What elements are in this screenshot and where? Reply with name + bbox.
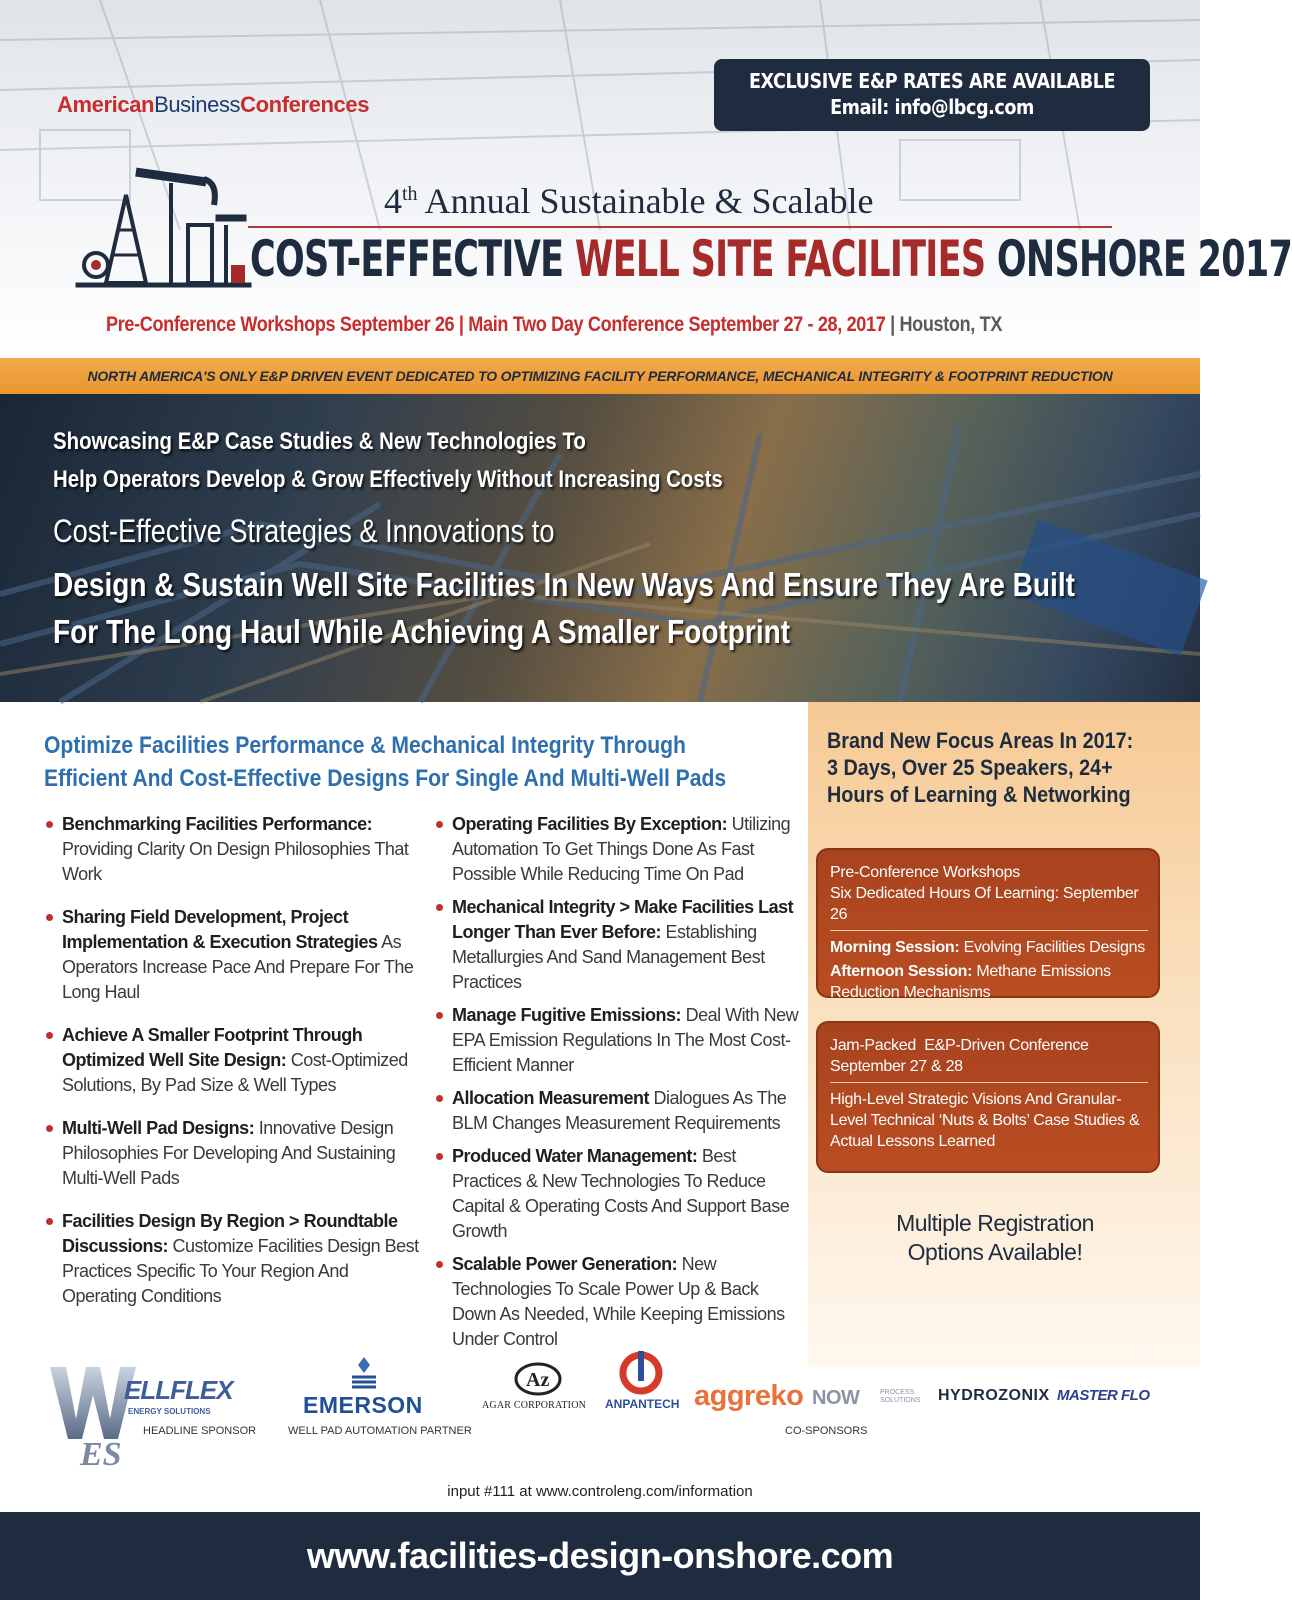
item-text: As Operators Increase Pace And Prepare For The Long Haul <box>62 932 414 1002</box>
afternoon-label: Afternoon Session: <box>830 963 973 980</box>
registration-line-1: Multiple Registration <box>896 1210 1094 1236</box>
item-bold: Facilities Design By Region > Roundtable Discussions: <box>62 1211 398 1256</box>
registration-line-2: Options Available! <box>907 1239 1083 1265</box>
hero-line-3: Cost-Effective Strategies & Innovations to <box>53 513 555 549</box>
title-part-well-site: WELL SITE FACILITIES <box>574 230 986 288</box>
automation-partner-caption: WELL PAD AUTOMATION PARTNER <box>288 1425 472 1437</box>
edition-number: 4 <box>384 181 402 221</box>
topics-right-column <box>434 812 804 1360</box>
list-item <box>44 905 424 1005</box>
brand-part-american: American <box>57 92 155 117</box>
item-bold: Scalable Power Generation: <box>452 1254 678 1274</box>
workshops-title: Pre-Conference Workshops <box>830 864 1020 881</box>
item-bold: Achieve A Smaller Footprint Through Optimized Well Site Design: <box>62 1025 363 1070</box>
list-item <box>434 895 804 995</box>
section-heading <box>44 729 726 795</box>
item-bold: Benchmarking Facilities Performance: <box>62 814 373 834</box>
website-link[interactable]: www.facilities-design-onshore.com <box>306 1535 894 1576</box>
morning-text: Evolving Facilities Designs <box>959 939 1145 956</box>
emerson-logo: EMERSON <box>303 1392 423 1418</box>
hero-line-1: Showcasing E&P Case Studies & New Technologies To <box>53 428 586 455</box>
item-text: Establishing Metallurgies And Sand Management Best Practices <box>452 922 765 992</box>
brand-part-conferences: Conferences <box>240 92 370 117</box>
bullet-icon <box>436 821 443 828</box>
bullet-icon <box>46 1125 53 1132</box>
workshops-box <box>816 848 1160 1001</box>
conference-box-dates: September 27 & 28 <box>830 1058 963 1075</box>
list-item <box>44 812 424 887</box>
aggreko-logo: aggreko <box>694 1380 804 1412</box>
rates-email[interactable]: Email: info@lbcg.com <box>830 95 1034 119</box>
afternoon-text: Methane Emissions Reduction Mechanisms <box>830 963 1111 1001</box>
cosponsors-caption: CO-SPONSORS <box>785 1425 868 1437</box>
item-text: Dialogues As The BLM Changes Measurement Requirements <box>452 1088 787 1133</box>
anpantech-logo: ANPANTECH <box>605 1397 680 1411</box>
list-item <box>434 812 804 887</box>
bullet-icon <box>46 1032 53 1039</box>
edition-subtitle <box>384 180 873 222</box>
topics-left-column <box>44 812 424 1327</box>
section-heading-line-1: Optimize Facilities Performance & Mechanical Integrity Through <box>44 732 686 759</box>
item-bold: Mechanical Integrity > Make Facilities Last Longer Than Ever Before: <box>452 897 794 942</box>
title-part-cost-effective: COST-EFFECTIVE <box>250 230 564 288</box>
anpantech-icon <box>621 1351 661 1395</box>
exclusive-rates-box <box>714 59 1150 131</box>
rates-line: EXCLUSIVE E&P RATES ARE AVAILABLE <box>748 69 1116 93</box>
wellflex-logo: ELLFLEX <box>124 1375 233 1405</box>
bullet-icon <box>436 904 443 911</box>
morning-label: Morning Session: <box>830 939 960 956</box>
item-text: Best Practices & New Technologies To Reduce Capital & Operating Costs And Support Base Growth <box>452 1146 790 1241</box>
wellflex-subtitle: ENERGY SOLUTIONS <box>128 1407 211 1416</box>
item-text: Utilizing Automation To Get Things Done As Fast Possible While Reducing Time On Pad <box>452 814 791 884</box>
agar-icon <box>514 1361 562 1397</box>
item-text: Cost-Optimized Solutions, By Pad Size & Well Types <box>62 1050 408 1095</box>
conference-box <box>816 1021 1160 1173</box>
brand-part-business: Business <box>154 92 241 117</box>
bullet-icon <box>436 1153 443 1160</box>
list-item <box>434 1086 804 1136</box>
emerson-icon <box>350 1357 378 1393</box>
sidebar-heading <box>827 727 1133 808</box>
list-item <box>434 1144 804 1244</box>
conference-box-text: High-Level Strategic Visions And Granular-Level Technical ‘Nuts & Bolts’ Case Studies & Actual Lessons Learned <box>830 1091 1140 1150</box>
hydrozonix-logo: HYDROZONIX <box>938 1387 1050 1404</box>
item-bold: Multi-Well Pad Designs: <box>62 1118 255 1138</box>
masterflo-logo: MASTER FLO <box>1057 1387 1150 1404</box>
tagline-strip <box>0 358 1200 394</box>
conference-box-title: Jam-Packed E&P-Driven Conference <box>830 1037 1089 1054</box>
brand-logo <box>57 92 369 118</box>
hero-line-2: Help Operators Develop & Grow Effectively Without Increasing Costs <box>53 466 723 493</box>
bullet-icon <box>46 1218 53 1225</box>
bullet-icon <box>46 914 53 921</box>
tagline-text: NORTH AMERICA'S ONLY E&P DRIVEN EVENT DEDICATED TO OPTIMIZING FACILITY PERFORMANCE, MECHANICAL INTEGRITY & FOOTPRINT REDUCTION <box>87 368 1113 384</box>
now-subtitle: PROCESS SOLUTIONS <box>880 1389 921 1404</box>
list-item <box>44 1023 424 1098</box>
item-bold: Allocation Measurement <box>452 1088 650 1108</box>
workshops-subtitle: Six Dedicated Hours Of Learning: September 26 <box>830 885 1139 923</box>
svg-text:ES: ES <box>80 1436 122 1473</box>
now-logo: NOW <box>812 1387 860 1409</box>
svg-text:Az: Az <box>526 1369 550 1391</box>
headline-sponsor-caption: HEADLINE SPONSOR <box>143 1425 257 1437</box>
morning-session <box>830 937 1148 958</box>
list-item <box>434 1252 804 1352</box>
dates-text: Pre-Conference Workshops September 26 | Main Two Day Conference September 27 - 28, 2017 <box>106 313 886 336</box>
sidebar-heading-line-2: 3 Days, Over 25 Speakers, 24+ <box>827 755 1113 780</box>
registration-note <box>860 1209 1130 1267</box>
title-part-onshore: ONSHORE 2017 <box>996 230 1292 288</box>
section-heading-line-2: Efficient And Cost-Effective Designs For Single And Multi-Well Pads <box>44 765 727 792</box>
item-bold: Produced Water Management: <box>452 1146 698 1166</box>
hero-line-5: For The Long Haul While Achieving A Smaller Footprint <box>53 613 791 650</box>
list-item <box>44 1209 424 1309</box>
item-text: Innovative Design Philosophies For Developing And Sustaining Multi-Well Pads <box>62 1118 396 1188</box>
bullet-icon <box>436 1095 443 1102</box>
reader-input-note: input #111 at www.controleng.com/information <box>447 1483 753 1500</box>
bullet-icon <box>46 821 53 828</box>
agar-logo: AGAR CORPORATION <box>482 1400 587 1411</box>
item-text: Deal With New EPA Emission Regulations In The Most Cost-Efficient Manner <box>452 1005 799 1075</box>
bullet-icon <box>436 1012 443 1019</box>
edition-suffix: th <box>402 183 418 205</box>
title-divider <box>248 226 1112 228</box>
box-divider <box>830 930 1148 931</box>
item-bold: Sharing Field Development, Project Implementation & Execution Strategies <box>62 907 378 952</box>
footer-bar <box>0 1512 1200 1600</box>
afternoon-session <box>830 961 1148 1003</box>
sidebar-heading-line-1: Brand New Focus Areas In 2017: <box>827 728 1134 753</box>
pumpjack-icon <box>76 165 251 290</box>
item-text: New Technologies To Scale Power Up & Back Down As Needed, While Keeping Emissions Under Control <box>452 1254 785 1349</box>
list-item <box>44 1116 424 1191</box>
bullet-icon <box>436 1261 443 1268</box>
item-bold: Manage Fugitive Emissions: <box>452 1005 682 1025</box>
location-text: | Houston, TX <box>890 313 1003 336</box>
subtitle-text: Annual Sustainable & Scalable <box>424 181 874 221</box>
item-bold: Operating Facilities By Exception: <box>452 814 728 834</box>
box-divider <box>830 1082 1148 1083</box>
conference-dates <box>106 313 1002 337</box>
hero-line-4: Design & Sustain Well Site Facilities In New Ways And Ensure They Are Built <box>53 566 1075 603</box>
item-text: Providing Clarity On Design Philosophies That Work <box>62 839 409 884</box>
item-text: Customize Facilities Design Best Practices Specific To Your Region And Operating Conditions <box>62 1236 419 1306</box>
list-item <box>434 1003 804 1078</box>
conference-title <box>250 230 1292 288</box>
sidebar-heading-line-3: Hours of Learning & Networking <box>827 782 1131 807</box>
